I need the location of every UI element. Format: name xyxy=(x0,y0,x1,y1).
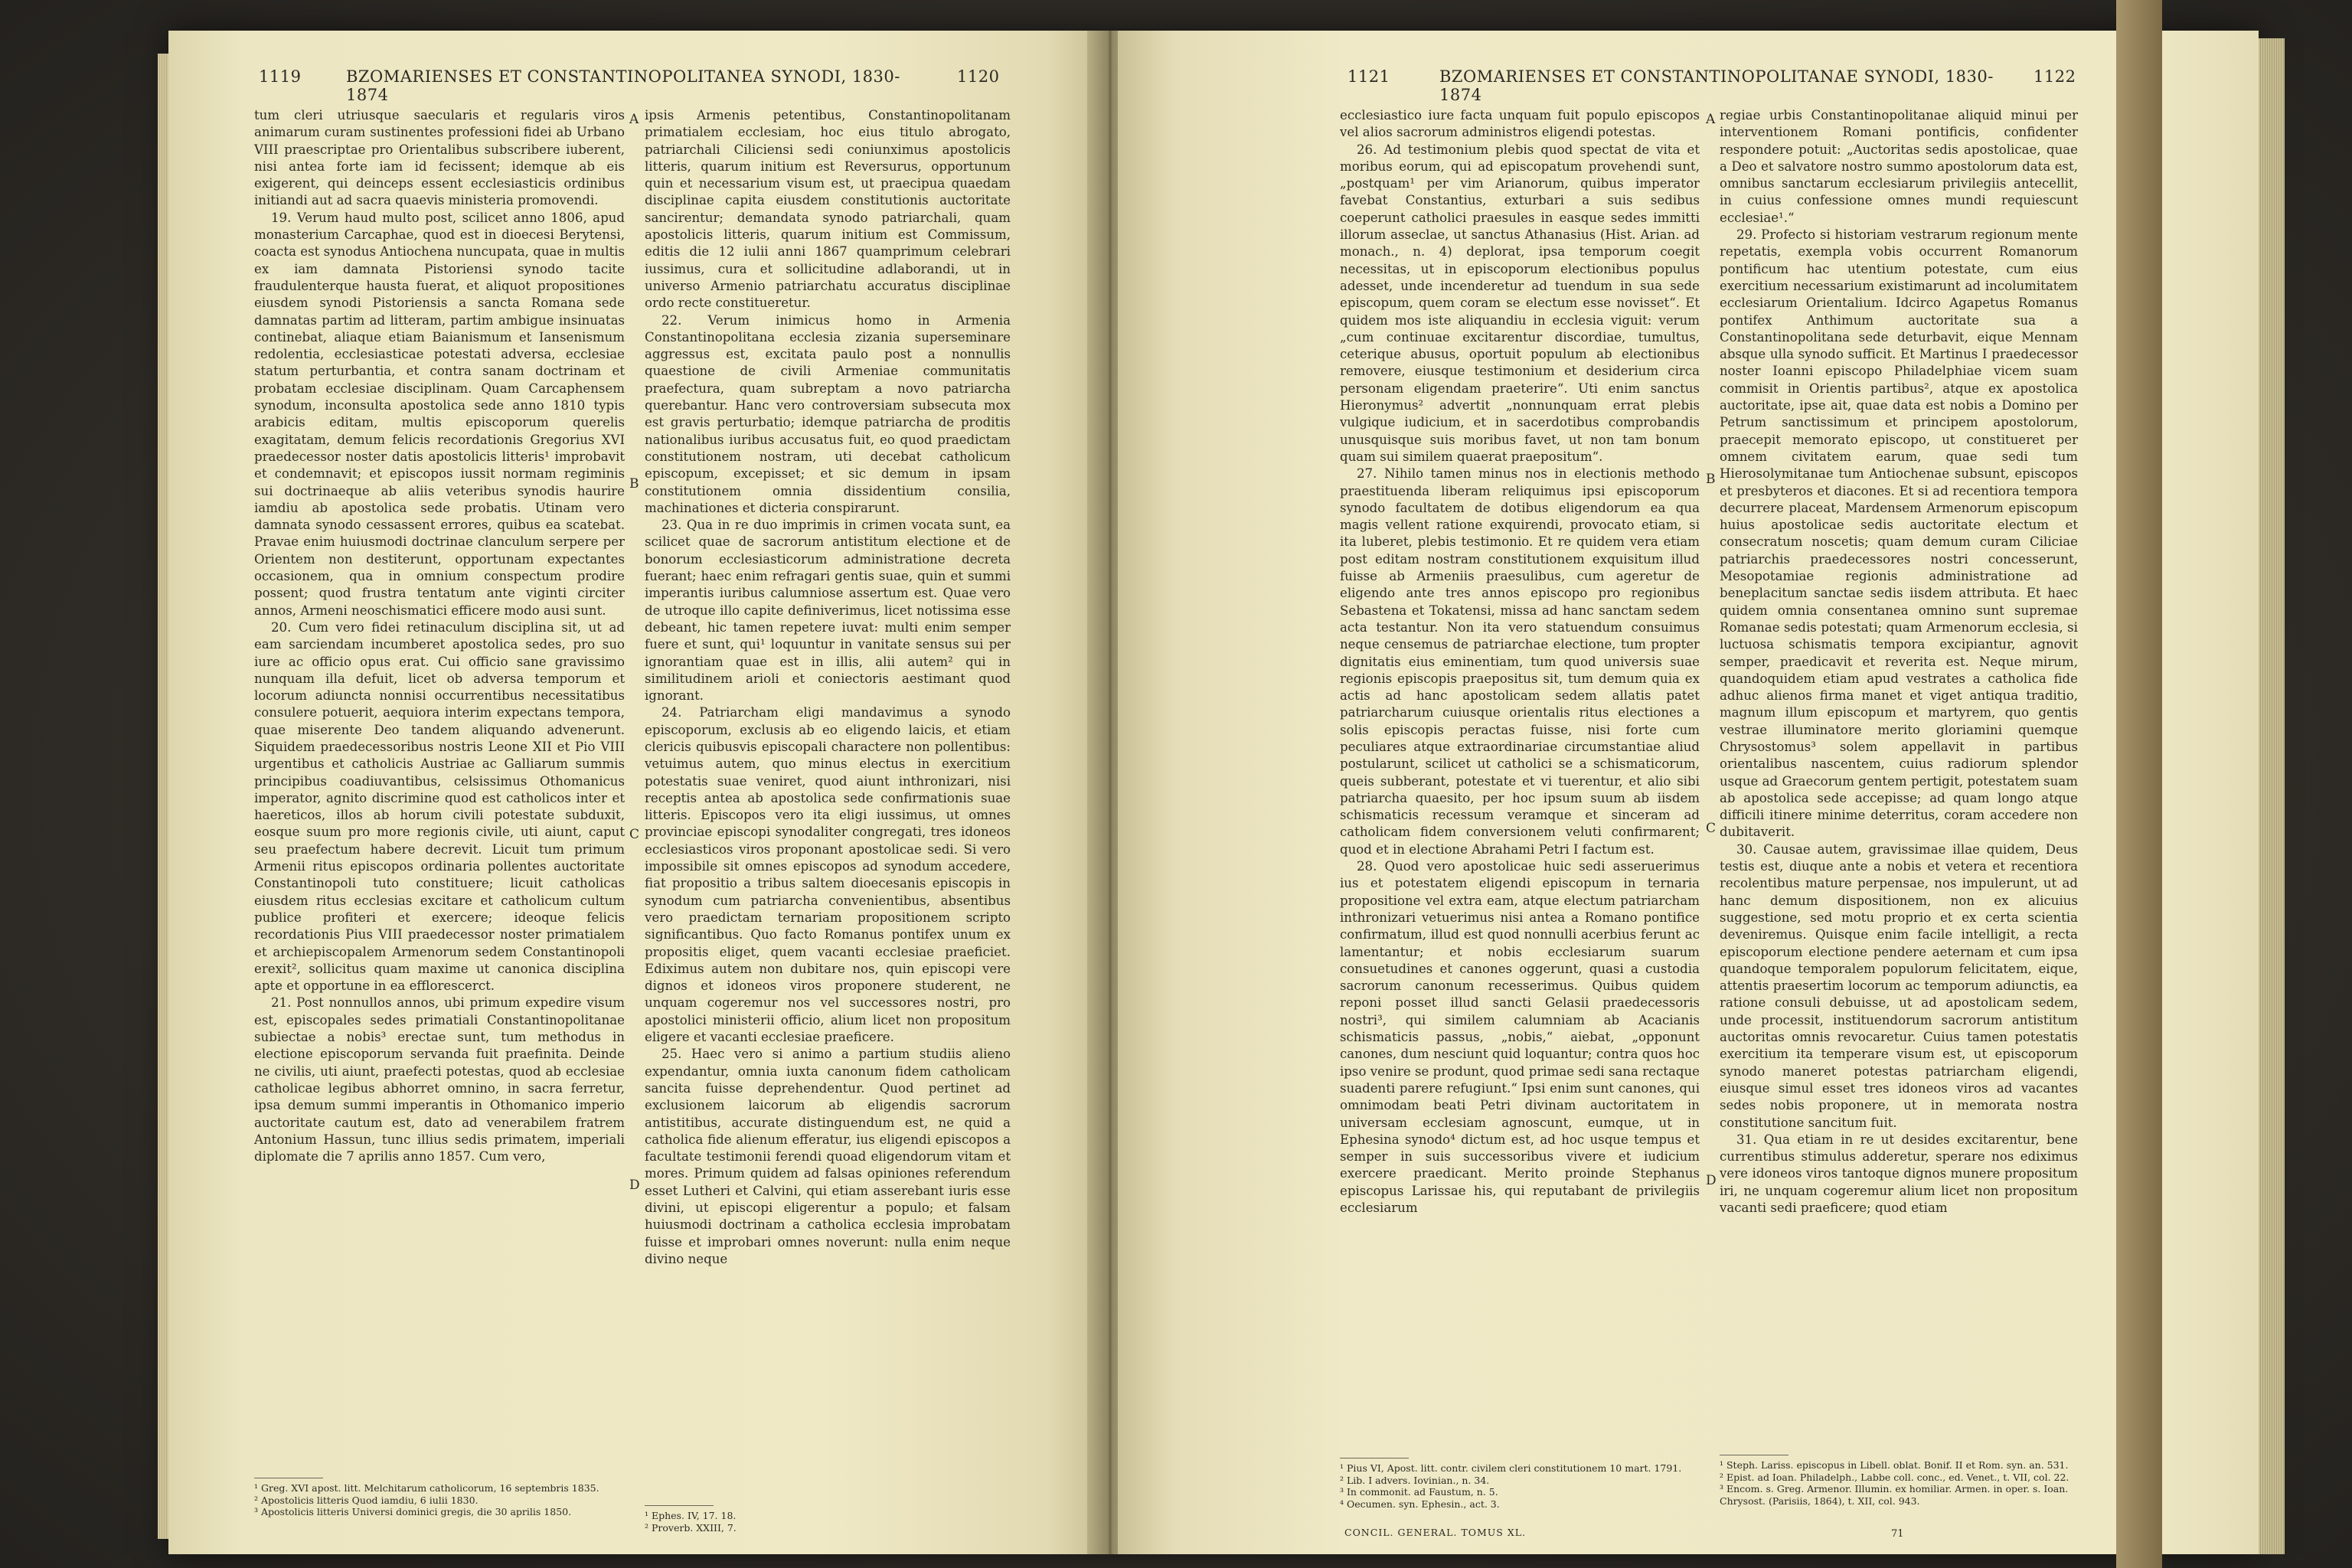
paragraph: regiae urbis Constantinopolitanae aliquid minui per interventionem Romani pontificis, confidenter respondere potuit: „Auctoritas sedis apostolicae, quae a Deo et salvatore nostro summo apostolorum data est, omnibus sanctarum ecclesiarum privilegiis antecellit, in cuius confessione omnes mundi requiescunt ecclesiae¹.“ xyxy=(1720,108,2078,225)
page-number-1121: 1121 xyxy=(1348,67,1390,86)
right-page xyxy=(1118,31,2259,1554)
footnote: ² Proverb. XXIII, 7. xyxy=(645,1521,737,1534)
paragraph: tum cleri utriusque saecularis et regularis viros animarum curam sustinentes professioni fidei ab Urbano VIII praescriptae pro Orientalibus subscribere iuberent, nisi antea forte iam id fecissent; idemque ab eis exigerent, qui deinceps essent ecclesiasticis ordinibus initiandi aut ad sacra quaevis ministeria promovendi. xyxy=(254,108,625,208)
footnotes-right-col2 xyxy=(1720,1459,2078,1507)
paragraph-28: 28. Quod vero apostolicae huic sedi asseruerimus ius et potestatem eligendi episcopum in ternaria propositione vel extra eam, atque electum patriarcham inthronizari vetuerimus nisi antea a Romano pontifice confirmatum, illud est quod nonnulli acerbius ferunt ac lamentantur; et nobis ecclesiarum suarum consuetudines et canones oggerunt, quasi a custodia sacrorum canonum recesserimus. Quibus quidem reponi posset illud sancti Gelasii praedecessoris nostri³, qui similem calumniam ab Acacianis schismaticis passus, „nobis,“ aiebat, „opponunt canones, dum nesciunt quid loquantur; contra quos hoc ipso venire se produnt, quod primae sedi sana rectaque suadenti parere refugiunt.“ Ipsi enim sunt canones, qui omnimodam beati Petri divinam auctoritatem in universam ecclesiam agnoscunt, eumque, ut in Ephesina synodo⁴ dictum est, ad hoc usque tempus et semper in suis successoribus vivere et iudicium exercere praedicant. Merito proinde Stephanus episcopus Larissae his, qui reputabant de privilegiis ecclesiarum xyxy=(1340,859,1700,1215)
paragraph-19: 19. Verum haud multo post, scilicet anno 1806, apud monasterium Carcaphae, quod est in dioecesi Berytensi, coacta est synodus Antiochena nuncupata, quae in multis ex iam damnata Pistoriensi synodo tacite fraudulenterque hausta fuerat, et aliquot propositiones eiusdem synodi Pistoriensis a sancta Romana sede damnatas partim ad litteram, partim ambigue insinuatas continebat, aliaque etiam Baianismum et Iansenismum redolentia, ecclesiasticae potestati adversa, ecclesiae statum perturbantia, et contra sanam doctrinam et probatam ecclesiae disciplinam. Quam Carcaphensem synodum, inconsulta apostolica sede anno 1810 typis arabicis editam, multis episcoporum querelis exagitatam, demum felicis recordationis Gregorius XVI praedecessor noster datis apostolicis litteris¹ improbavit et condemnavit; et episcopos iussit normam regiminis sui doctrinaeque ab aliis veteribus synodis haurire iamdiu ab apostolica sede probatis. Utinam vero damnata synodo cessassent errores, quibus ea scatebat. Pravae enim huiusmodi doctrinae clanculum serpere per Orientem non destiterunt, opportunam expectantes occasionem, qua in omnium conspectum prodire possent; quod frustra tentatum ante viginti circiter annos, Armeni neoschismatici efficere modo ausi sunt. xyxy=(254,210,625,618)
paragraph-30: 30. Causae autem, gravissimae illae quidem, Deus testis est, diuque ante a nobis et vetera et recentiora recolentibus mature perpensae, nos impulerunt, ut ad hanc demum dispositionem, non ex alicuius suggestione, sed motu proprio et ex certa scientia deveniremus. Quisque enim facile intelligit, a recta episcoporum electione pendere aeternam et cum ipsa quandoque temporalem populorum felicitatem, eique, attentis praesertim locorum ac temporum adiunctis, ea ratione consuli debuisse, ut ad apostolicam sedem, unde processit, instituendorum sacrorum antistitum auctoritas omnis revocaretur. Cuius tamen potestatis exercitium ita temperare visum est, ut episcoporum synodo maneret potestas patriarcham eligendi, eiusque simul esset tres idoneos viros ad vacantes sedes nobis proponere, ut in memorata nostra constitutione sancitum fuit. xyxy=(1720,841,2078,1130)
footnote: ¹ Ephes. IV, 17. 18. xyxy=(645,1510,737,1521)
margin-marker-c: C xyxy=(1706,821,1717,836)
page-number-1120: 1120 xyxy=(957,67,1000,86)
margin-marker-b: B xyxy=(1706,472,1716,487)
left-column-2 xyxy=(645,107,1011,1268)
paragraph-25: 25. Haec vero si animo a partium studiis alieno expendantur, omnia iuxta canonum fidem catholicam sancita fuisse deprehendentur. Quod pertinet ad exclusionem laicorum ab eligendis sacrorum antistitibus, accurate distinguendum est, ne quid a catholica fide alienum efferatur, ius eligendi episcopos a facultate testimonii ferendi quoad eligendorum vitam et mores. Primum quidem ad falsas opiniones referendum esset Lutheri et Calvini, qui etiam asserebant iuris esse divini, ut episcopi eligerentur a populo; et falsam huiusmodi doctrinam a catholica ecclesia improbatam fuisse et improbari omnes noverunt: nulla enim neque divino neque xyxy=(645,1047,1011,1266)
running-title: BZOMARIENSES ET CONSTANTINOPOLITANEA SYNODI, 1830-1874 xyxy=(346,67,900,104)
paragraph: ecclesiastico iure facta unquam fuit populo episcopos vel alios sacrorum administros eligendi potestas. xyxy=(1340,108,1700,140)
margin-marker-c: C xyxy=(629,827,640,842)
page-number-1122: 1122 xyxy=(2034,67,2076,86)
margin-marker-d: D xyxy=(1706,1173,1717,1188)
paragraph-23: 23. Qua in re duo imprimis in crimen vocata sunt, ea scilicet quae de sacrorum antistitum electione et de bonorum ecclesiasticorum administratione decreta fuerant; haec enim refragari gentis suae, quin et summi imperantis iuribus calumniose assertum est. Quae vero de utroque illo capite definiverimus, licet notissima esse debeant, hic tamen repetere iuvat: multi enim semper fuere et sunt, qui¹ loquuntur in vanitate sensus sui per ignorantiam quae est in illis, alii autem² qui in similitudinem arioli et coniectoris aestimant quod ignorant. xyxy=(645,518,1011,704)
footnote-rule xyxy=(645,1505,714,1506)
right-column-1 xyxy=(1340,107,1700,1217)
page-edges-right xyxy=(2259,38,2285,1554)
left-page-header xyxy=(168,67,1102,104)
paragraph-29: 29. Profecto si historiam vestrarum regionum mente repetatis, exempla vobis occurrent Romanorum pontificum hac utentium potestate, cum eius exercitium necessarium existimarunt ad incolumitatem ecclesiarum Orientalium. Idcirco Agapetus Romanus pontifex Anthimum auctoritate sua a Constantinopolitana sede deturbavit, eique Mennam absque ulla synodo sufficit. Et Martinus I praedecessor noster Ioanni episcopo Philadelphiae vicem suam commisit in Orientis partibus², atque ex apostolica auctoritate, ipse ait, quae data est nobis a Domino per Petrum sanctissimum et principem apostolorum, praecepit memorato episcopo, ut constitueret per omnem civitatem earum, quae sedi tum Hierosolymitanae tum Antiochenae subsunt, episcopos et presbyteros et diacones. Et si ad recentiora tempora decurrere placeat, Mardensem Armenorum episcopum huius apostolicae sedis auctoritate electum et consecratum noscetis; quam demum curam Ciliciae patriarchis praedecessores nostri concesserunt, Mesopotamiae regionis administratione ad beneplacitum sanctae sedis iisdem attributa. Et haec quidem omnia consentanea omnino sunt supremae Romanae sedis potestati; quam Armenorum ecclesia, si luctuosa schismatis tempora excipiantur, agnovit semper, praedicavit et reverita est. Neque mirum, quandoquidem etiam apud vestrates a catholica fide adhuc alienos firma manet et viget antiqua traditio, magnum illum episcopum et martyrem, quo gentis vestrae illuminatore merito gloriamini quemque Chrysostomus³ solem appellavit in partibus orientalibus nascentem, cuius radiorum splendor usque ad Graecorum gentem pertigit, potestatem suam ab apostolica sede accepisse; ad quam longo atque difficili itinere minime deterritus, coram accedere non dubitaverit. xyxy=(1720,227,2078,840)
paragraph-24: 24. Patriarcham eligi mandavimus a synodo episcoporum, exclusis ab eo eligendo laicis, et etiam clericis quibusvis episcopali charactere non pollentibus: vetuimus autem, quo minus electus in exercitium potestatis suae veniret, quod aiunt inthronizari, nisi receptis antea ab apostolica sede confirmationis suae litteris. Episcopos vero ita eligi iussimus, ut omnes provinciae episcopi synodaliter congregati, tres idoneos ecclesiasticos viros proponant apostolicae sedi. Si vero impossibile sit omnes episcopos ad synodum accedere, fiat propositio a tribus saltem dioecesanis episcopis in synodum cum patriarcha convenientibus, absentibus vero praedictam ternariam propositionem scripto significantibus. Quo facto Romanus pontifex unum ex propositis eliget, quem vacanti ecclesiae praeficiet. Ediximus autem non dubitare nos, quin episcopi vere dignos et idoneos viros proponere studerent, ne unquam cogeremur nos vel successores nostri, pro apostolici ministerii officio, alium licet non propositum eligere et vacanti ecclesiae praeficere. xyxy=(645,705,1011,1045)
footnote: ² Apostolicis litteris Quod iamdiu, 6 iulii 1830. xyxy=(254,1494,479,1506)
footnote: ¹ Pius VI, Apost. litt. contr. civilem cleri constitutionem 10 mart. 1791. xyxy=(1340,1462,1682,1474)
paragraph-20: 20. Cum vero fidei retinaculum disciplina sit, ut ad eam sarciendam incumberet apostolica sedes, pro suo iure ac officio opus erat. Cui officio sane gravissimo nunquam illa defuit, licet ob adversa temporum et locorum adiuncta nonnisi occurrentibus necessitatibus consulere potuerit, aequiora interim expectans tempora, quae miserente Deo tandem aliquando advenerunt. Siquidem praedecessoribus nostris Leone XII et Pio VIII urgentibus et catholicis Austriae ac Galliarum summis principibus coadiuvantibus, celsissimus Othomanicus imperator, agnito discrimine quod est catholicos inter et haereticos, illos ab horum civili potestate subduxit, eosque suum pro more regionis civile, uti aiunt, caput seu praefectum habere decrevit. Licuit tum primum Armenii ritus episcopos ordinaria pollentes auctoritate Constantinopoli tuto constituere; licuit catholicas eiusdem ritus ecclesias excitare et catholicum cultum publice profiteri et exercere; ideoque felicis recordationis Pius VIII praedecessor noster primatialem et archiepiscopalem Armenorum sedem Constantinopoli erexit², sollicitus quam maxime ut canonica disciplina apte et opportune in ea efflorescerct. xyxy=(254,619,625,994)
footnote: ⁴ Oecumen. syn. Ephesin., act. 3. xyxy=(1340,1498,1500,1510)
paragraph-21: 21. Post nonnullos annos, ubi primum expedire visum est, episcopales sedes primatiali Constantinopolitanae subiectae a nobis³ erectae sunt, tum methodus in electione episcoporum servanda fuit praefinita. Deinde ne civilis, uti aiunt, praefecti potestas, quod ab ecclesiae catholicae legibus abhorret omnino, in sacra ferretur, ipsa demum summi imperantis in Othomanico imperio auctoritate cautum est, dato ad venerabilem fratrem Antonium Hassun, tunc illius sedis primatem, imperiali diplomate die 7 aprilis anno 1857. Cum vero, xyxy=(254,995,625,1165)
left-page xyxy=(168,31,1102,1554)
page-number-1119: 1119 xyxy=(259,67,302,86)
signature-line: CONCIL. GENERAL. TOMUS XL. xyxy=(1344,1527,1526,1538)
footnote: ³ Encom. s. Greg. Armenor. Illumin. ex homiliar. Armen. in oper. s. Ioan. Chrysost. (Parisiis, 1864), t. XII, col. 943. xyxy=(1720,1483,2069,1507)
running-title: BZOMARIENSES ET CONSTANTINOPOLITANAE SYNODI, 1830-1874 xyxy=(1439,67,1994,104)
footnotes-left-col1 xyxy=(254,1482,625,1518)
footnote: ¹ Greg. XVI apost. litt. Melchitarum catholicorum, 16 septembris 1835. xyxy=(254,1482,599,1494)
paragraph-31: 31. Qua etiam in re ut desides excitarentur, bene currentibus stimulus adderetur, sperare nos ediximus vere idoneos viros tantoque dignos munere propositum iri, ne unquam cogeremur alium licet non propositum vacanti sedi praeficere; quod etiam xyxy=(1720,1132,2078,1215)
paragraph: ipsis Armenis petentibus, Constantinopolitanam primatialem ecclesiam, hoc eius titulo abrogato, patriarchali Ciliciensi sedi coniunximus apostolicis litteris, quarum initium est Reversurus, opportunum quin et necessarium visum est, ut praecipua quaedam disciplinae capita eiusdem constitutionis auctoritate sancirentur; demandata synodo patriarchali, quam apostolicis litteris, quarum initium est Commissum, editis die 12 iulii anni 1867 quamprimum celebrari iussimus, cura et sollicitudine adlaborandi, ut in universo Armenio patriarchatu accuratus disciplinae ordo recte constitueretur. xyxy=(645,108,1011,311)
margin-marker-b: B xyxy=(629,476,639,492)
paragraph-26: 26. Ad testimonium plebis quod spectat de vita et moribus eorum, qui ad episcopatum provehendi sunt, „postquam¹ per vim Arianorum, quibus imperator favebat Constantius, exturbari a suis sedibus coeperunt catholici praesules in easque sedes immitti illorum asseclae, ut sanctus Athanasius (Hist. Arian. ad monach., n. 4) deplorat, ipsa temporum coegit necessitas, ut in episcoporum electionibus populus adesset, unde incenderetur ad tuendum in sua sede episcopum, quem coram se electum esse novisset“. Et quidem mos iste aliquandiu in ecclesia viguit: verum „cum continuae excitarentur discordiae, tumultus, ceterique abusus, oportuit populum ab electionibus removere, eiusque testimonium et desiderium circa personam eligendam praeterire“. Uti enim sanctus Hieronymus² advertit „nonnunquam errat plebis vulgique iudicium, et in sacerdotibus comprobandis unusquisque suis moribus favet, ut non tam bonum quam sui similem quaerat praepositum“. xyxy=(1340,142,1700,464)
footnote: ¹ Steph. Lariss. episcopus in Libell. oblat. Bonif. II et Rom. syn. an. 531. xyxy=(1720,1459,2069,1471)
footnote: ² Epist. ad Ioan. Philadelph., Labbe coll. conc., ed. Venet., t. VII, col. 22. xyxy=(1720,1471,2069,1483)
margin-marker-d: D xyxy=(629,1178,640,1193)
footnote: ³ Apostolicis litteris Universi dominici gregis, die 30 aprilis 1850. xyxy=(254,1506,572,1517)
open-book xyxy=(168,31,2259,1554)
margin-marker-a: A xyxy=(1706,112,1716,127)
footnote-rule xyxy=(1340,1458,1409,1459)
footnote: ² Lib. I advers. Iovinian., n. 34. xyxy=(1340,1474,1490,1486)
left-column-1 xyxy=(254,107,625,1165)
margin-marker-a: A xyxy=(629,112,639,127)
footnotes-right-col1 xyxy=(1340,1462,1700,1510)
footnote: ³ In commonit. ad Faustum, n. 5. xyxy=(1340,1486,1498,1498)
book-cover-edge xyxy=(2116,0,2162,1568)
right-column-2 xyxy=(1720,107,2078,1217)
paragraph-27: 27. Nihilo tamen minus nos in electionis methodo praestituenda liberam reliquimus ipsi episcoporum synodo facultatem de dotibus eligendorum ea qua magis vellent ratione exquirendi, provocato etiam, si ita luberet, plebis testimonio. Et re quidem vera etiam post editam nostram constitutionem exquisitum illud fuisse ab Armeniis praesulibus, cum ageretur de eligendo ante tres annos episcopo pro regionibus Sebastena et Tokatensi, missa ad hanc sanctam sedem acta testantur. Non ita vero statuendum consuimus neque censemus de patriarchae electione, tum propter dignitatis eius eminentiam, tum quod universis suae regionis episcopis praepositus sit, tum demum quia ex actis ad hanc apostolicam sedem allatis patet patriarcharum cuiusque orientalis ritus electiones a solis episcopis peractas fuisse, nisi forte cum peculiares atque extraordinariae circumstantiae aliud postularunt, scilicet ut catholici se a schismaticorum, queis subberant, potestate et vi tuerentur, et alio sibi patriarcha quaesito, per hoc ipsum suum ab iisdem schismaticis recessum veramque et sinceram ad catholicam fidem conversionem veluti confirmarent; quod et in electione Abrahami Petri I factum est. xyxy=(1340,466,1700,857)
footnotes-left-col2 xyxy=(645,1510,1011,1534)
paragraph-22: 22. Verum inimicus homo in Armenia Constantinopolitana ecclesia zizania superseminare aggressus est, excitata paulo post a nonnullis quaestione de civili Armeniae communitatis praefectura, quam subreptam a novo patriarcha querebantur. Hanc vero controversiam subsecuta mox est gravis perturbatio; idemque patriarcha de proditis nationalibus iuribus accusatus fuit, eo quod praedictam constitutionem nostram, uti decebat catholicum episcopum, excepisset; et sic demum in ipsam constitutionem omnia dissidentium consilia, machinationes et dicteria conspirarunt. xyxy=(645,312,1011,515)
signature-page-number: 71 xyxy=(1891,1528,1904,1540)
right-page-header xyxy=(1118,67,2259,104)
